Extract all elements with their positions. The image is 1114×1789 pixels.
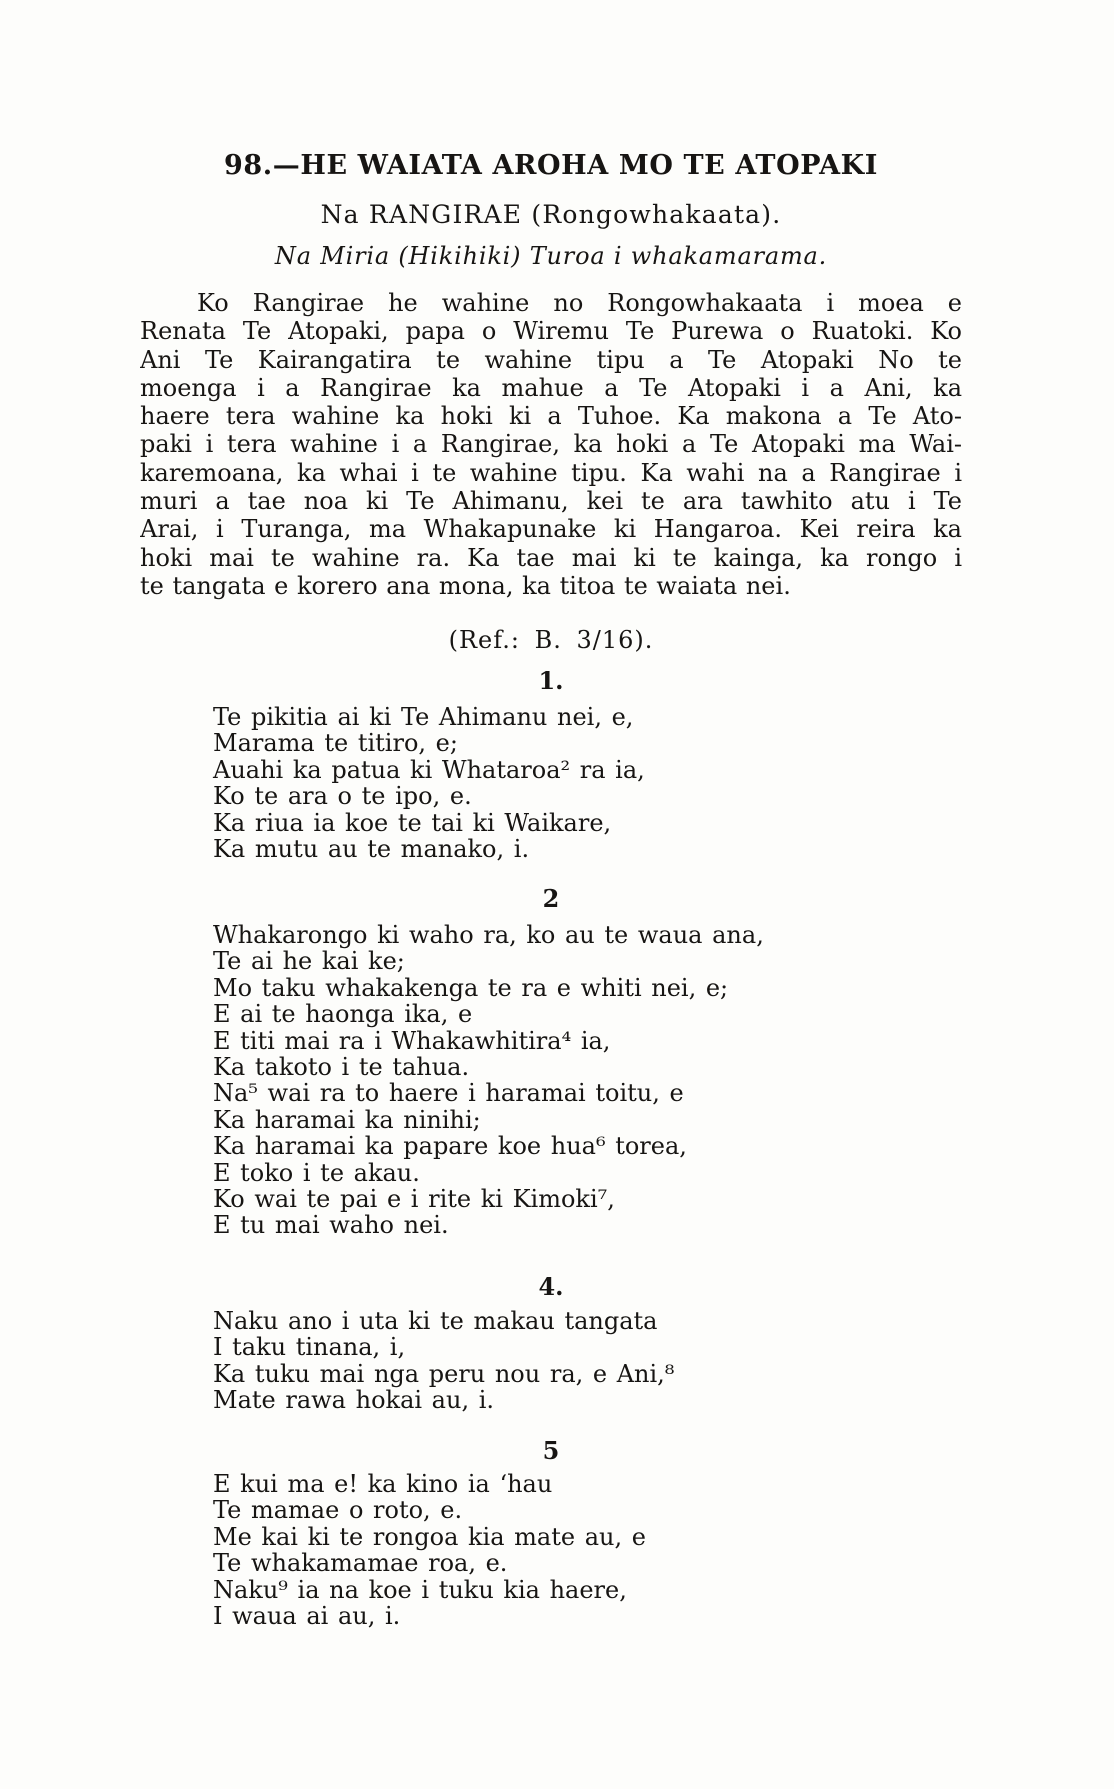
verse-number: 4. (538, 1272, 564, 1301)
paragraph-line: karemoana, ka whai i te wahine tipu. Ka wahi na a Rangirae i (140, 458, 962, 487)
verse-2 (213, 922, 973, 1239)
verse-line: Marama te titiro, e; (213, 729, 458, 758)
paragraph-line: te tangata e korero ana mona, ka titoa te waiata nei. (140, 571, 791, 600)
verse-line: I taku tinana, i, (213, 1333, 406, 1362)
paragraph-line: hoki mai te wahine ra. Ka tae mai ki te kainga, ka rongo i (140, 543, 962, 572)
verse-1 (213, 704, 973, 862)
intro-paragraph (140, 289, 962, 600)
verse-line: E titi mai ra i Whakawhitira⁴ ia, (213, 1026, 611, 1055)
verse-line: Te pikitia ai ki Te Ahimanu nei, e, (213, 703, 634, 731)
verse-line: Ka haramai ka papare koe hua⁶ torea, (213, 1132, 687, 1161)
verse-line: Naku⁹ ia na koe i tuku kia haere, (213, 1575, 627, 1604)
paragraph-line: Ani Te Kairangatira te wahine tipu a Te Atopaki No te (140, 345, 962, 374)
verse-line: E tu mai waho nei. (213, 1211, 449, 1240)
verse-number: 2 (542, 884, 560, 913)
verse-line: Auahi ka patua ki Whataroa² ra ia, (213, 755, 645, 784)
verse-line: Ka tuku mai nga peru nou ra, e Ani,⁸ (213, 1359, 675, 1388)
verse-line: Te mamae o roto, e. (213, 1496, 463, 1525)
verse-line: Ka riua ia koe te tai ki Waikare, (213, 808, 612, 837)
verse-line: Mo taku whakakenga te ra e whiti nei, e; (213, 973, 729, 1002)
paragraph-line: Arai, i Turanga, ma Whakapunake ki Hangaroa. Kei reira ka (140, 515, 962, 544)
paragraph-line: moenga i a Rangirae ka mahue a Te Atopaki i a Ani, ka (140, 373, 962, 402)
attribution-line: Na Miria (Hikihiki) Turoa i whakamarama. (274, 242, 828, 270)
verse-line: Mate rawa hokai au, i. (213, 1386, 495, 1415)
verse-line: I waua ai au, i. (213, 1602, 401, 1631)
verse-line: Na⁵ wai ra to haere i haramai toitu, e (213, 1079, 684, 1108)
paragraph-line: paki i tera wahine i a Rangirae, ka hoki a Te Atopaki ma Wai- (140, 430, 962, 459)
verse-line: Te whakamamae roa, e. (213, 1549, 508, 1578)
paragraph-line: muri a tae noa ki Te Ahimanu, kei te ara tawhito atu i Te (140, 487, 962, 516)
paragraph-line: Renata Te Atopaki, papa o Wiremu Te Purewa o Ruatoki. Ko (140, 317, 962, 346)
reference-line: (Ref.: B. 3/16). (448, 626, 654, 654)
verse-line: Whakarongo ki waho ra, ko au te waua ana, (213, 921, 764, 949)
paragraph-line: haere tera wahine ka hoki ki a Tuhoe. Ka makona a Te Ato- (140, 402, 962, 431)
verse-line: Ka haramai ka ninihi; (213, 1105, 481, 1134)
verse-line: Naku ano i uta ki te makau tangata (213, 1307, 658, 1335)
verse-4 (213, 1308, 973, 1414)
verse-line: Te ai he kai ke; (213, 947, 405, 976)
verse-line: Ka mutu au te manako, i. (213, 835, 530, 864)
page-title: 98.—HE WAIATA AROHA MO TE ATOPAKI (224, 150, 878, 181)
byline: Na RANGIRAE (Rongowhakaata). (320, 200, 782, 229)
verse-line: Ko wai te pai e i rite ki Kimoki⁷, (213, 1185, 615, 1214)
verse-line: Ka takoto i te tahua. (213, 1053, 470, 1082)
verse-line: Ko te ara o te ipo, e. (213, 782, 472, 811)
verse-line: E ai te haonga ika, e (213, 1000, 473, 1029)
verse-5 (213, 1471, 973, 1629)
verse-line: E kui ma e! ka kino ia ‘hau (213, 1470, 553, 1498)
verse-number: 5 (542, 1436, 560, 1465)
verse-line: E toko i te akau. (213, 1158, 420, 1187)
paragraph-line: Ko Rangirae he wahine no Rongowhakaata i moea e (197, 289, 962, 317)
verse-number: 1. (538, 666, 564, 695)
verse-line: Me kai ki te rongoa kia mate au, e (213, 1522, 646, 1551)
